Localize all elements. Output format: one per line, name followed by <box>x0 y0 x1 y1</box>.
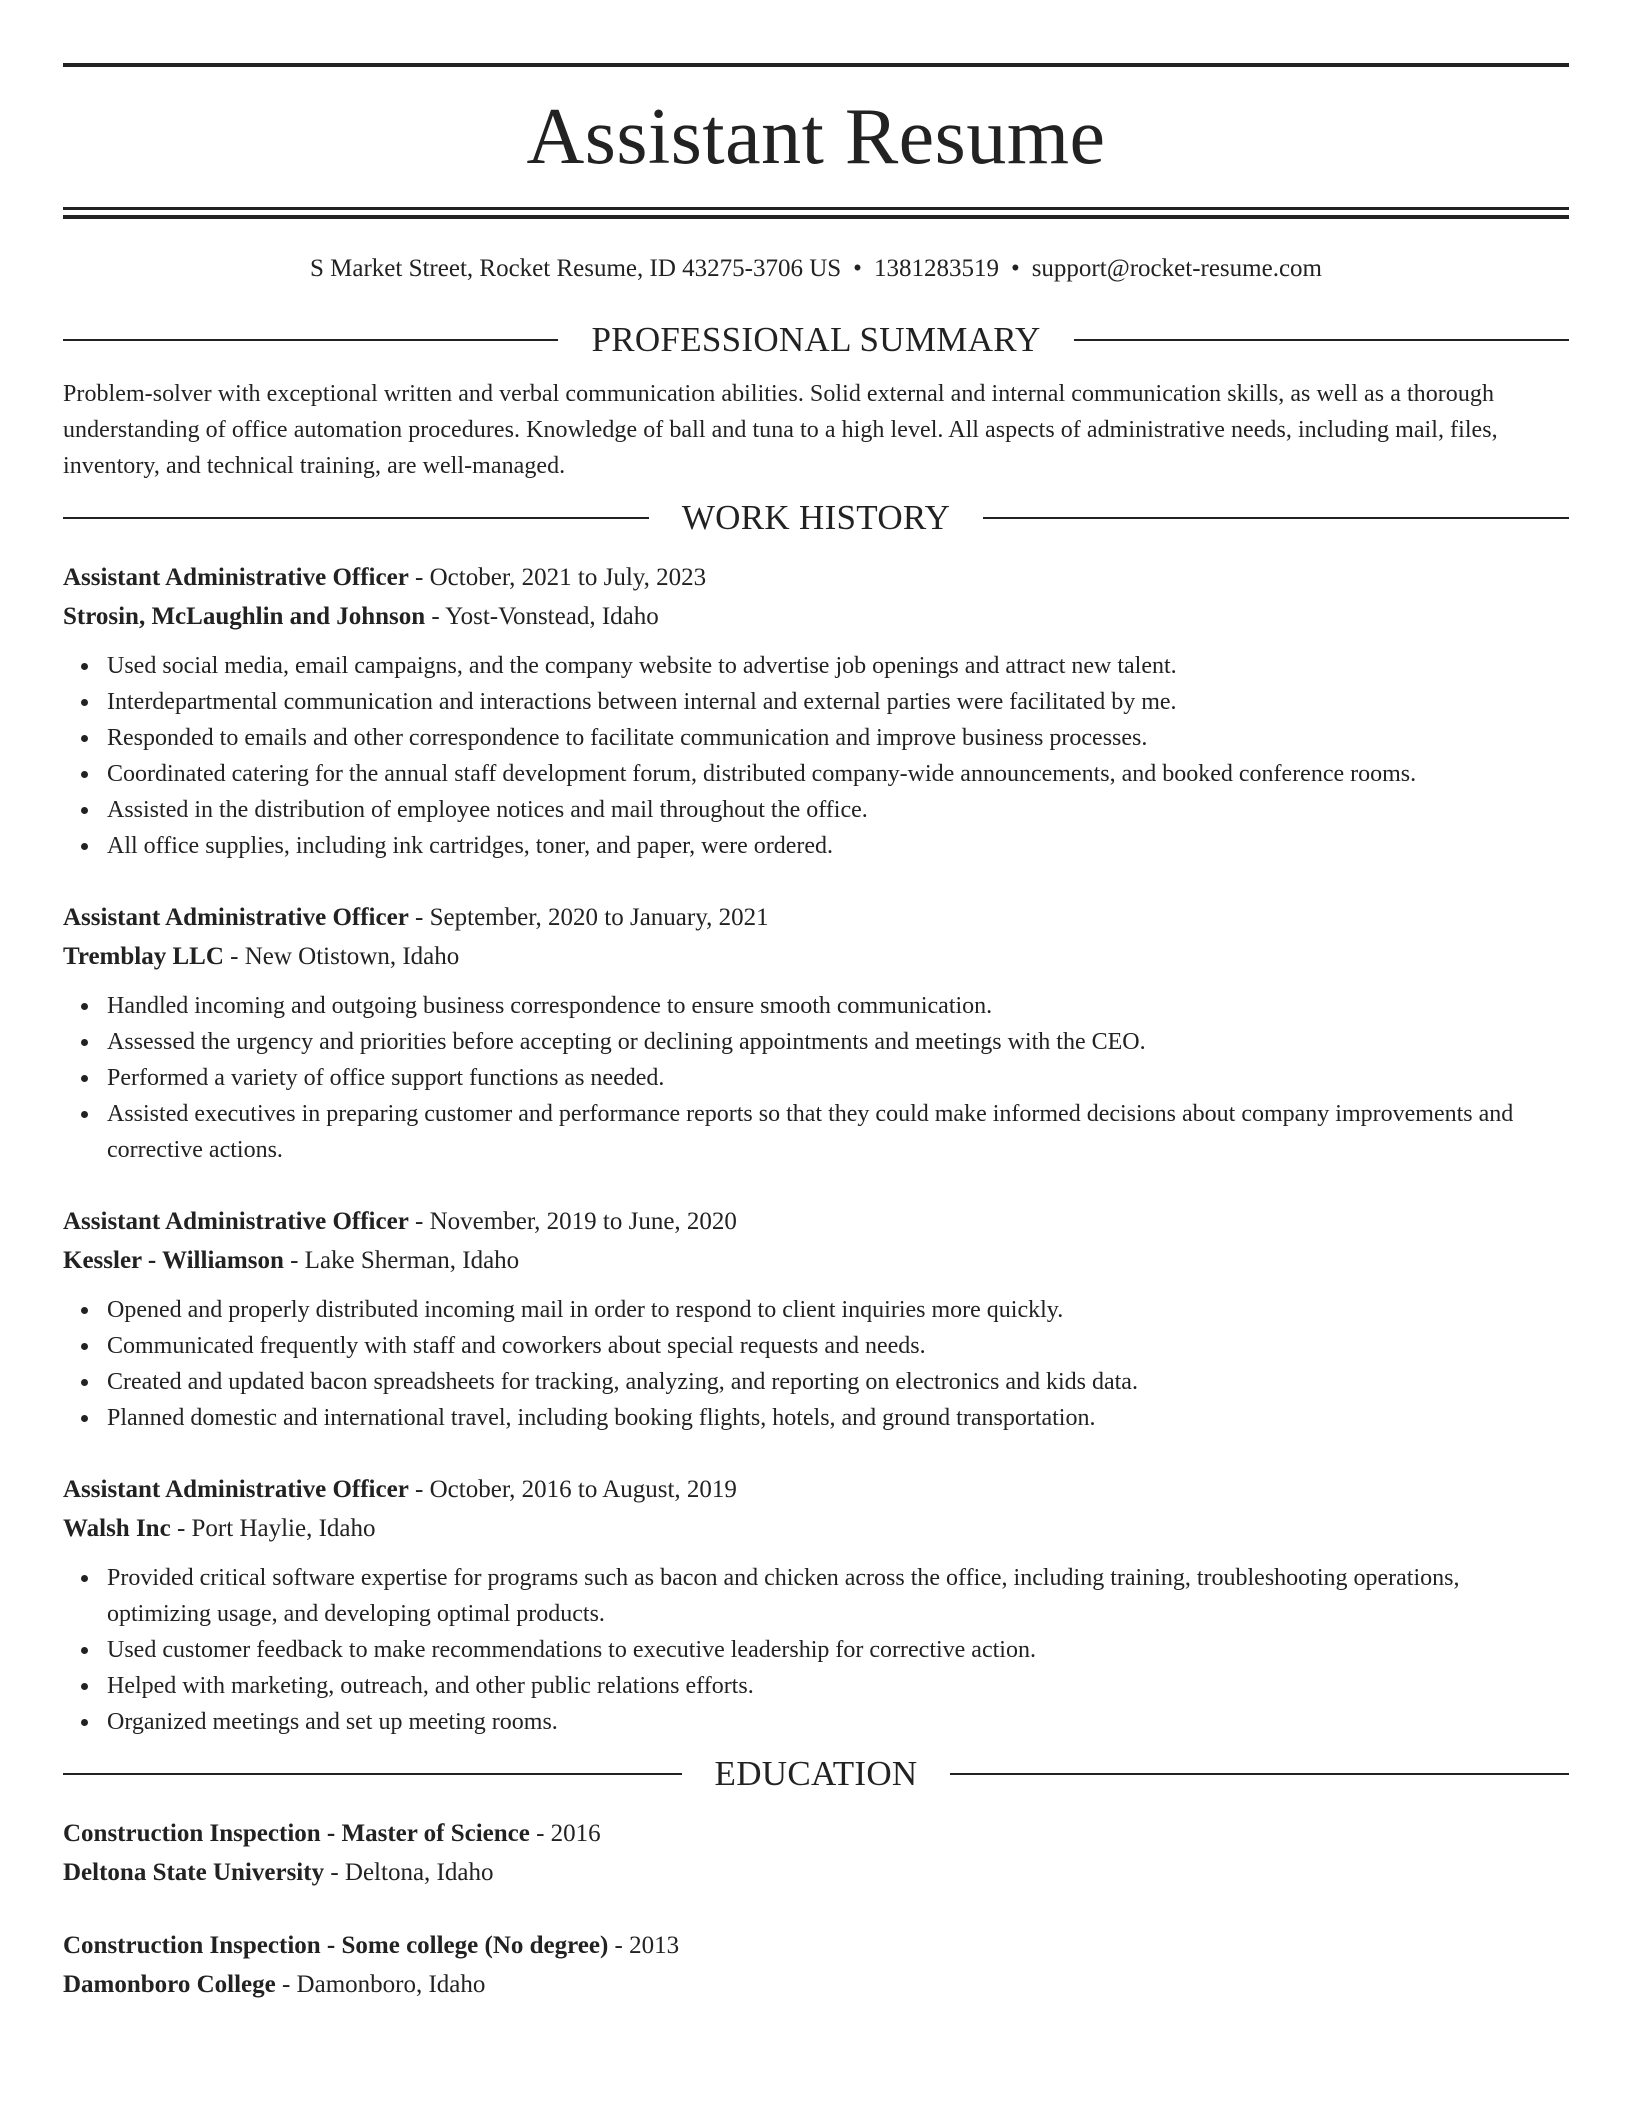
job-company: Tremblay LLC <box>63 943 224 970</box>
education-school-line <box>63 1853 1569 1892</box>
section-heading-summary <box>63 320 1569 360</box>
job-company-line <box>63 1509 1569 1548</box>
list-item: Helped with marketing, outreach, and other public relations efforts. <box>107 1668 1569 1704</box>
list-item: Created and updated bacon spreadsheets for tracking, analyzing, and reporting on electronics and kids data. <box>107 1364 1569 1400</box>
job-entry <box>63 898 1569 1168</box>
contact-phone: 1381283519 <box>873 255 999 282</box>
list-item: All office supplies, including ink cartridges, toner, and paper, were ordered. <box>107 828 1569 864</box>
education-location: - Deltona, Idaho <box>324 1859 494 1886</box>
job-company-line <box>63 1241 1569 1280</box>
list-item: Coordinated catering for the annual staff development forum, distributed company-wide announcements, and booked conference rooms. <box>107 756 1569 792</box>
list-item: Performed a variety of office support functions as needed. <box>107 1060 1569 1096</box>
job-dates: - October, 2021 to July, 2023 <box>408 564 707 591</box>
job-title-line <box>63 898 1569 937</box>
job-company: Walsh Inc <box>63 1515 171 1542</box>
heading-rule <box>983 517 1569 519</box>
job-company: Strosin, McLaughlin and Johnson <box>63 603 426 630</box>
list-item: Responded to emails and other correspondence to facilitate communication and improve business processes. <box>107 720 1569 756</box>
section-heading-label: WORK HISTORY <box>681 498 951 537</box>
heading-rule <box>1074 339 1569 341</box>
education-school: Deltona State University <box>63 1859 325 1886</box>
education-degree: Construction Inspection - Some college (No degree) <box>63 1932 609 1959</box>
summary-text: Problem-solver with exceptional written and verbal communication abilities. Solid external and internal communication skills, as well as a thorough understanding of office automation procedures. Knowledge of ball and tuna to a high level. All aspects of administrative needs, including mail, files, inventory, and technical training, are well-managed. <box>63 381 1498 479</box>
heading-rule <box>63 1773 682 1775</box>
list-item: Assessed the urgency and priorities before accepting or declining appointments and meetings with the CEO. <box>107 1024 1569 1060</box>
job-entry <box>63 558 1569 864</box>
education-entry <box>63 1926 1569 2004</box>
education-location: - Damonboro, Idaho <box>275 1971 486 1998</box>
education-school: Damonboro College <box>63 1971 276 1998</box>
list-item: Organized meetings and set up meeting rooms. <box>107 1704 1569 1740</box>
job-company-line <box>63 597 1569 636</box>
education-degree-line <box>63 1926 1569 1965</box>
education-school-line <box>63 1965 1569 2004</box>
contact-separator: • <box>853 255 862 282</box>
job-bullets <box>63 648 1569 864</box>
list-item: Provided critical software expertise for programs such as bacon and chicken across the office, including training, troubleshooting operations, optimizing usage, and developing optimal products. <box>107 1560 1569 1632</box>
job-entry <box>63 1470 1569 1740</box>
job-title: Assistant Administrative Officer <box>63 564 409 591</box>
education-degree: Construction Inspection - Master of Science <box>63 1820 530 1847</box>
contact-address: S Market Street, Rocket Resume, ID 43275-3706 US <box>309 255 842 282</box>
job-title: Assistant Administrative Officer <box>63 1476 409 1503</box>
list-item: Used customer feedback to make recommendations to executive leadership for corrective action. <box>107 1632 1569 1668</box>
list-item: Handled incoming and outgoing business correspondence to ensure smooth communication. <box>107 988 1569 1024</box>
page-title: Assistant Resume <box>526 93 1106 181</box>
job-title-line <box>63 1470 1569 1509</box>
contact-email: support@rocket-resume.com <box>1031 255 1322 282</box>
education-year: - 2013 <box>608 1932 680 1959</box>
heading-rule <box>63 339 558 341</box>
contact-separator: • <box>1010 255 1020 282</box>
section-heading-work-history <box>63 498 1569 538</box>
job-location: - Yost-Vonstead, Idaho <box>425 603 659 630</box>
section-heading-label: PROFESSIONAL SUMMARY <box>591 320 1041 359</box>
education-list <box>63 1814 1569 2004</box>
list-item: Interdepartmental communication and interactions between internal and external parties were facilitated by me. <box>107 684 1569 720</box>
job-title-line <box>63 558 1569 597</box>
job-dates: - October, 2016 to August, 2019 <box>408 1476 737 1503</box>
list-item: Used social media, email campaigns, and the company website to advertise job openings and attract new talent. <box>107 648 1569 684</box>
education-year: - 2016 <box>529 1820 601 1847</box>
job-bullets <box>63 1560 1569 1740</box>
job-location: - Port Haylie, Idaho <box>170 1515 376 1542</box>
list-item: Assisted in the distribution of employee notices and mail throughout the office. <box>107 792 1569 828</box>
list-item: Planned domestic and international travel, including booking flights, hotels, and ground transportation. <box>107 1400 1569 1436</box>
education-entry <box>63 1814 1569 1892</box>
job-dates: - November, 2019 to June, 2020 <box>408 1208 737 1235</box>
job-title: Assistant Administrative Officer <box>63 1208 409 1235</box>
job-dates: - September, 2020 to January, 2021 <box>408 904 769 931</box>
job-title-line <box>63 1202 1569 1241</box>
heading-rule <box>63 517 649 519</box>
job-location: - New Otistown, Idaho <box>223 943 460 970</box>
job-company: Kessler - Williamson <box>63 1247 284 1274</box>
section-heading-label: EDUCATION <box>714 1754 918 1793</box>
job-bullets <box>63 988 1569 1168</box>
education-degree-line <box>63 1814 1569 1853</box>
job-title: Assistant Administrative Officer <box>63 904 409 931</box>
job-company-line <box>63 937 1569 976</box>
contact-line <box>63 254 1569 284</box>
list-item: Assisted executives in preparing customer and performance reports so that they could make informed decisions about company improvements and corrective actions. <box>107 1096 1569 1168</box>
heading-rule <box>950 1773 1569 1775</box>
list-item: Opened and properly distributed incoming mail in order to respond to client inquiries more quickly. <box>107 1292 1569 1328</box>
job-bullets <box>63 1292 1569 1436</box>
title-double-rule <box>63 207 1569 219</box>
top-rule <box>63 63 1569 67</box>
section-heading-education <box>63 1754 1569 1794</box>
job-entry <box>63 1202 1569 1436</box>
work-history-list <box>63 558 1569 1740</box>
list-item: Communicated frequently with staff and coworkers about special requests and needs. <box>107 1328 1569 1364</box>
job-location: - Lake Sherman, Idaho <box>283 1247 520 1274</box>
